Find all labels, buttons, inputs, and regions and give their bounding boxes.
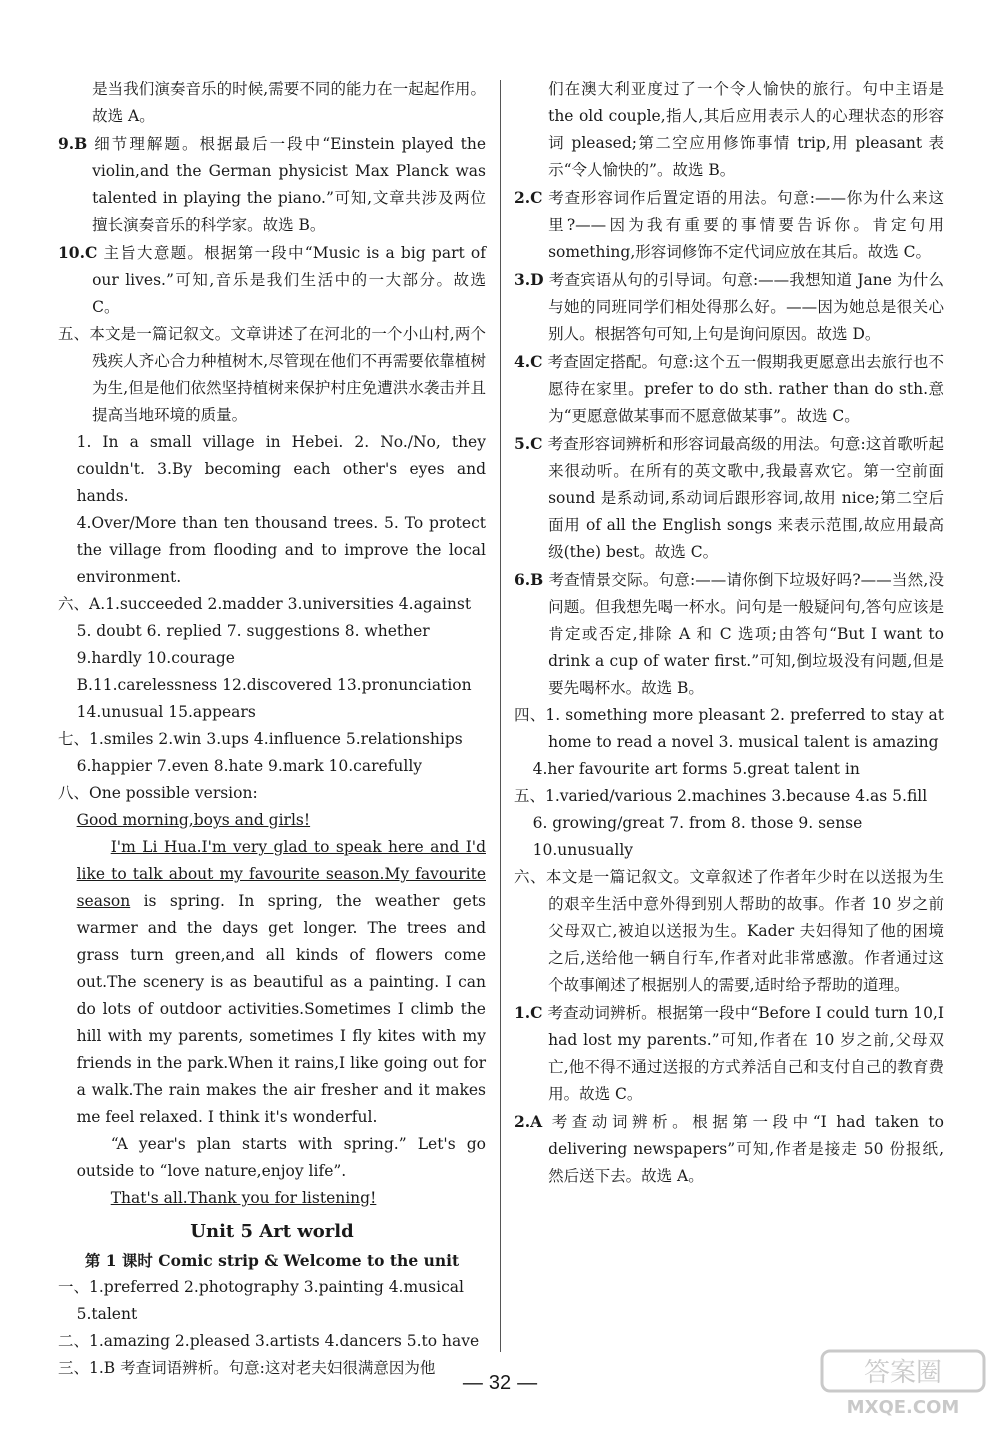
answer-line: 二、1.amazing 2.pleased 3.artists 4.dancers 5.to have — [58, 1332, 480, 1350]
answer-key: 2.C — [514, 188, 543, 207]
answer-text: 们在澳大利亚度过了一个令人愉快的旅行。句中主语是 the old couple,指人,其后应用表示人的心理状态的形容词 pleased;第二空应用修饰事情 trip,用 pleasant 表示“令人愉快的”。故选 B。 — [548, 80, 944, 179]
section-summary: 五、本文是一篇记叙文。文章讲述了在河北的一个小山村,两个残疾人齐心合力种植树木,尽管现在他们不再需要依靠植树为生,但是他们依然坚持植树来保护村庄免遭洪水袭击并且提高当地环境的质量。 — [58, 325, 486, 424]
essay-paragraph: “A year's plan starts with spring.” Let's go outside to “love nature,enjoy life”. — [76, 1135, 486, 1180]
answer-explanation: 考查固定搭配。句意:这个五一假期我更愿意出去旅行也不愿待在家里。prefer to do sth. rather than do sth.意为“更愿意做某事而不愿意做某事”。故选 C。 — [542, 353, 944, 425]
answer-item — [514, 266, 944, 348]
left-column — [58, 76, 486, 1382]
answer-item — [514, 1108, 944, 1190]
answer-line: 6.happier 7.even 8.hate 9.mark 10.carefully — [76, 757, 423, 775]
answer-item — [514, 430, 944, 566]
answer-line: 6. growing/great 7. from 8. those 9. sense — [532, 814, 863, 832]
right-column — [514, 76, 944, 1190]
answer-line: 14.unusual 15.appears — [76, 703, 256, 721]
answer-line: 五、1.varied/various 2.machines 3.because 4.as 5.fill — [514, 787, 928, 805]
answer-line: 六、A.1.succeeded 2.madder 3.universities 4.against — [58, 595, 472, 613]
answer-line: 4.her favourite art forms 5.great talent in — [532, 760, 860, 778]
answer-line: 七、1.smiles 2.win 3.ups 4.influence 5.relationships — [58, 730, 463, 748]
watermark-text: MXQE.COM — [846, 1397, 960, 1418]
svg-text:答案圈: 答案圈 — [863, 1358, 943, 1388]
page-number: — 32 — — [440, 1372, 560, 1395]
answer-explanation: 主旨大意题。根据第一段中“Music is a big part of our lives.”可知,音乐是我们生活中的一大部分。故选 C。 — [92, 244, 486, 316]
answer-key: 1.C — [514, 1003, 543, 1022]
answer-line: B.11.carelessness 12.discovered 13.pronunciation — [76, 676, 472, 694]
answer-key: 9.B — [58, 134, 88, 153]
answer-line: 4.Over/More than ten thousand trees. 5. To protect the village from flooding and to improve the local environment. — [76, 514, 486, 586]
answer-line: 四、1. something more pleasant 2. preferred to stay at home to read a novel 3. musical talent is amazing — [514, 706, 944, 751]
answer-key: 4.C — [514, 352, 543, 371]
answer-explanation: 考查动词辨析。根据第一段中“Before I could turn 10,I had lost my parents.”可知,作者在 10 岁之前,父母双亡,他不得不通过送报的方式养活自己和支付自己的教育费用。故选 C。 — [542, 1004, 944, 1103]
answer-key: 3.D — [514, 270, 544, 289]
answer-line: 10.unusually — [532, 841, 634, 859]
answer-item — [514, 184, 944, 266]
answer-line: 5.talent — [76, 1305, 138, 1323]
answer-explanation: 细节理解题。根据最后一段中“Einstein played the violin,and the German physicist Max Planck was talented in playing the piano.”可知,文章共涉及两位擅长演奏音乐的科学家。故选 B。 — [87, 135, 486, 234]
answer-item — [58, 130, 486, 239]
answer-explanation: 考查形容词辨析和形容词最高级的用法。句意:这首歌听起来很动听。在所有的英文歌中,我最喜欢它。第一空前面 sound 是系动词,系动词后跟形容词,故用 nice;第二空后面用 of all the English songs 来表示范围,故应用最高级(the) best。故选 C。 — [542, 435, 944, 561]
answer-item — [58, 239, 486, 321]
unit-title: Unit 5 Art world — [190, 1221, 354, 1242]
answer-item — [514, 999, 944, 1108]
essay-closing: That's all.Thank you for listening! — [110, 1189, 377, 1207]
answer-text: 是当我们演奏音乐的时候,需要不同的能力在一起起作用。故选 A。 — [92, 80, 486, 125]
answer-item — [514, 348, 944, 430]
answer-explanation: 考查情景交际。句意:——请你倒下垃圾好吗?——当然,没问题。但我想先喝一杯水。问句是一般疑问句,答句应该是肯定或否定,排除 A 和 C 选项;由答句“But I want to drink a cup of water first.”可知,倒垃圾没有问题,但是要先喝杯水。故选 B。 — [543, 571, 944, 697]
answer-explanation: 考查形容词作后置定语的用法。句意:——你为什么来这里?——因为我有重要的事情要告诉你。肯定句用 something,形容词修饰不定代词应放在其后。故选 C。 — [542, 189, 944, 261]
answer-item — [514, 566, 944, 702]
answer-key: 10.C — [58, 243, 98, 262]
answer-key: 6.B — [514, 570, 544, 589]
watermark-logo-icon — [818, 1347, 988, 1419]
essay-greeting: Good morning,boys and girls! — [76, 811, 311, 829]
answer-key: 2.A — [514, 1112, 543, 1131]
answer-explanation: 考查动词辨析。根据第一段中“I had taken to delivering newspapers”可知,作者是接走 50 份报纸,然后送下去。故选 A。 — [542, 1113, 944, 1185]
answer-line: 三、1.B 考查词语辨析。句意:这对老夫妇很满意因为他 — [58, 1359, 436, 1377]
answer-line: 一、1.preferred 2.photography 3.painting 4.musical — [58, 1278, 464, 1296]
answer-key: 5.C — [514, 434, 543, 453]
lesson-title: 第 1 课时 Comic strip & Welcome to the unit — [84, 1251, 460, 1270]
answer-explanation: 考查宾语从句的引导词。句意:——我想知道 Jane 为什么与她的同班同学们相处得那么好。——因为她总是很关心别人。根据答句可知,上句是询问原因。故选 D。 — [543, 271, 944, 343]
answer-line: 9.hardly 10.courage — [76, 649, 235, 667]
answer-line: 1. In a small village in Hebei. 2. No./No, they couldn't. 3.By becoming each other's eyes and hands. — [76, 433, 486, 505]
essay-paragraph: I'm Li Hua.I'm very glad to speak here and I'd like to talk about my favourite season.My favourite season is spring. In spring, the weather gets warmer and the days get longer. The trees and grass turn green,and all kinds of flowers come out.The scenery is as beautiful as a painting. I can do lots of outdoor activities.Sometimes I climb the hill with my parents, sometimes I fly kites with my friends in the park.When it rains,I like going out for a walk.The rain makes the air fresher and it makes me feel relaxed. I think it's wonderful. — [76, 838, 486, 1126]
answer-line: 八、One possible version: — [58, 784, 258, 802]
column-divider — [500, 80, 501, 1352]
section-summary: 六、本文是一篇记叙文。文章叙述了作者年少时在以送报为生的艰辛生活中意外得到别人帮助的故事。作者 10 岁之前父母双亡,被迫以送报为生。Kader 夫妇得知了他的困境之后,送给他一辆自行车,作者对此非常感激。作者通过这个故事阐述了根据别人的需要,适时给予帮助的道理。 — [514, 868, 944, 994]
answer-line: 5. doubt 6. replied 7. suggestions 8. whether — [76, 622, 430, 640]
